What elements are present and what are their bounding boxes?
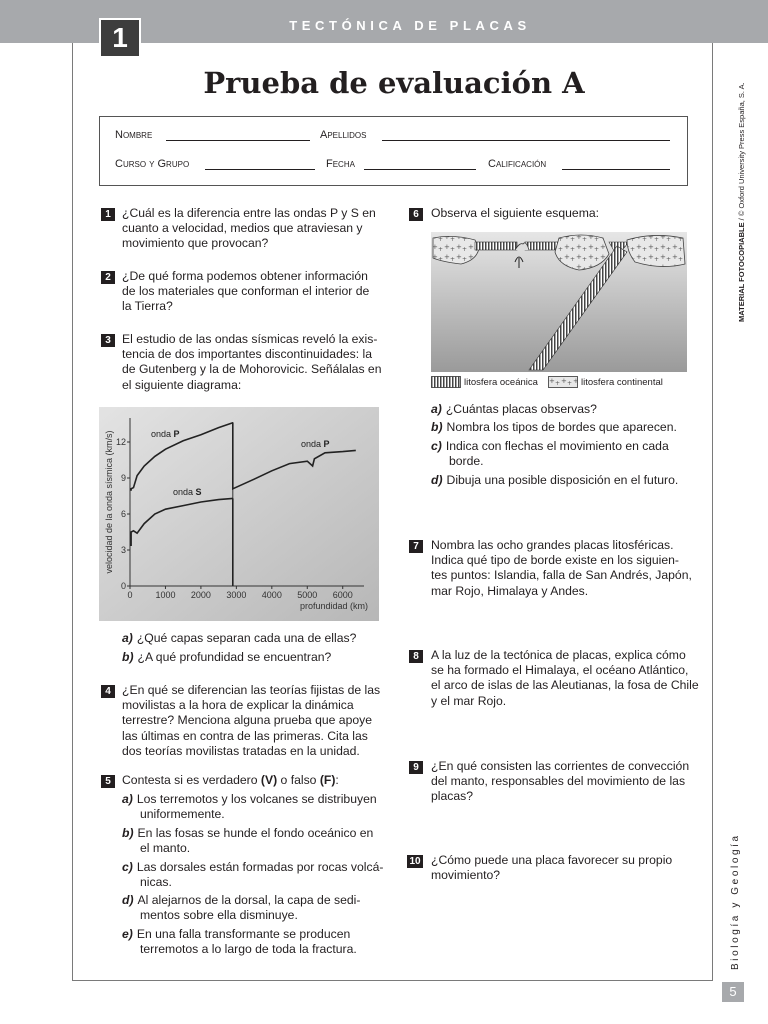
seismic-velocity-chart bbox=[99, 407, 379, 621]
page-title: Prueba de evaluación A bbox=[203, 66, 585, 100]
question-6-item: b) Nombra los tipos de bordes que aparecen. bbox=[431, 420, 677, 434]
page-number: 5 bbox=[722, 982, 744, 1002]
x-tick-label: 0 bbox=[127, 590, 133, 600]
copyright-side-text: MATERIAL FOTOCOPIABLE / © Oxford University Press España, S. A. bbox=[737, 82, 746, 322]
question-number: 6 bbox=[409, 208, 423, 221]
nombre-label: Nombre bbox=[115, 129, 153, 141]
y-tick-label: 3 bbox=[120, 545, 126, 555]
question-number: 3 bbox=[101, 334, 115, 347]
question-6-item: a) ¿Cuántas placas observas? bbox=[431, 402, 597, 416]
curso-field[interactable] bbox=[205, 169, 315, 170]
unit-number-badge: 1 bbox=[99, 18, 141, 58]
frame-left bbox=[72, 43, 73, 981]
question-10: ¿Cómo puede una placa favorecer su propio movimiento? bbox=[431, 853, 673, 883]
student-info-form bbox=[99, 116, 688, 186]
question-number: 8 bbox=[409, 650, 423, 663]
x-axis-label: profundidad (km) bbox=[299, 601, 368, 611]
y-tick-label: 9 bbox=[120, 473, 126, 483]
question-9: ¿En qué consisten las corrientes de convección del manto, responsables del movimiento de las placas? bbox=[431, 759, 690, 804]
y-tick-label: 6 bbox=[120, 509, 126, 519]
question-6-item: c) Indica con flechas el movimiento en cada borde. bbox=[431, 439, 669, 469]
question-8: A la luz de la tectónica de placas, explica cómo se ha formado el Himalaya, el océano Atlántico, el arco de islas de las Aleutianas, la fosa de Chile y el mar Rojo. bbox=[431, 648, 699, 708]
question-2: ¿De qué forma podemos obtener información de los materiales que conforman el interior de la Tierra? bbox=[122, 269, 370, 314]
x-tick-label: 1000 bbox=[155, 590, 176, 600]
question-number: 5 bbox=[101, 775, 115, 788]
frame-bottom bbox=[72, 980, 713, 981]
plate-boundary-diagram bbox=[431, 232, 687, 372]
calificacion-field[interactable] bbox=[562, 169, 670, 170]
question-number: 7 bbox=[409, 540, 423, 553]
fecha-field[interactable] bbox=[364, 169, 476, 170]
question-number: 10 bbox=[407, 855, 423, 868]
frame-right bbox=[712, 43, 713, 981]
question-5: Contesta si es verdadero (V) o falso (F): bbox=[122, 773, 339, 787]
chart-background bbox=[99, 407, 379, 621]
calificacion-label: Calificación bbox=[488, 158, 547, 170]
subject-side-text: Biología y Geología bbox=[730, 833, 741, 970]
question-number: 1 bbox=[101, 208, 115, 221]
question-3-item: b) ¿A qué profundidad se encuentran? bbox=[122, 650, 332, 664]
y-tick-label: 0 bbox=[120, 581, 126, 591]
question-6: Observa el siguiente esquema: bbox=[431, 206, 600, 220]
nombre-field[interactable] bbox=[166, 140, 310, 141]
x-tick-label: 4000 bbox=[261, 590, 282, 600]
question-number: 4 bbox=[101, 685, 115, 698]
y-axis-label: velocidad de la onda sísmica (km/s) bbox=[104, 430, 114, 574]
question-5-item: b) En las fosas se hunde el fondo oceánico en el manto. bbox=[122, 826, 374, 856]
y-tick-label: 12 bbox=[115, 437, 126, 447]
fecha-label: Fecha bbox=[326, 158, 355, 170]
continent-right bbox=[627, 235, 685, 266]
question-4: ¿En qué se diferencian las teorías fijistas de las movilistas a la hora de explicar la dinámica terrestre? Menciona alguna prueba que apoye las últimas en contra de las primeras. Cita las dos teorías movilistas tratadas en la unidad. bbox=[122, 683, 381, 758]
question-3-item: a) ¿Qué capas separan cada una de ellas? bbox=[122, 631, 357, 645]
oceanic-plate-left bbox=[475, 242, 517, 250]
legend-oceanic-swatch bbox=[431, 376, 461, 388]
x-tick-label: 6000 bbox=[332, 590, 353, 600]
question-5-item: d) Al alejarnos de la dorsal, la capa de sedi- mentos sobre ella disminuye. bbox=[122, 893, 361, 923]
x-tick-label: 5000 bbox=[297, 590, 318, 600]
question-6-item: d) Dibuja una posible disposición en el futuro. bbox=[431, 473, 679, 487]
section-title: TECTÓNICA DE PLACAS bbox=[289, 18, 531, 33]
legend-continental-swatch bbox=[548, 376, 578, 388]
question-number: 2 bbox=[101, 271, 115, 284]
question-5-item: c) Las dorsales están formadas por rocas volcá- nicas. bbox=[122, 860, 384, 890]
question-number: 9 bbox=[409, 761, 423, 774]
legend-continental-label: litosfera continental bbox=[581, 377, 663, 388]
apellidos-label: Apellidos bbox=[320, 129, 367, 141]
question-1: ¿Cuál es la diferencia entre las ondas P y S en cuanto a velocidad, medios que atraviesan y movimiento que provocan? bbox=[122, 206, 376, 251]
x-tick-label: 2000 bbox=[190, 590, 211, 600]
series-label: onda P bbox=[301, 439, 330, 449]
question-5-item: a) Los terremotos y los volcanes se distribuyen uniformemente. bbox=[122, 792, 377, 822]
question-7: Nombra las ocho grandes placas litosféricas. Indica qué tipo de borde existe en los siguien- tes puntos: Islandia, falla de San Andrés, Japón, mar Rojo, Himalaya y Andes. bbox=[431, 538, 692, 598]
question-5-item: e) En una falla transformante se producen terremotos a lo largo de toda la fractura. bbox=[122, 927, 357, 957]
legend-oceanic-label: litosfera oceánica bbox=[464, 377, 538, 388]
apellidos-field[interactable] bbox=[382, 140, 670, 141]
curso-label: Curso y Grupo bbox=[115, 158, 190, 170]
series-label: onda S bbox=[173, 487, 202, 497]
series-label: onda P bbox=[151, 429, 180, 439]
question-3: El estudio de las ondas sísmicas reveló la exis- tencia de dos importantes discontinuidades: la de Gutenberg y la de Mohorovicic. Señálalas en el siguiente diagrama: bbox=[122, 332, 382, 392]
x-tick-label: 3000 bbox=[226, 590, 247, 600]
